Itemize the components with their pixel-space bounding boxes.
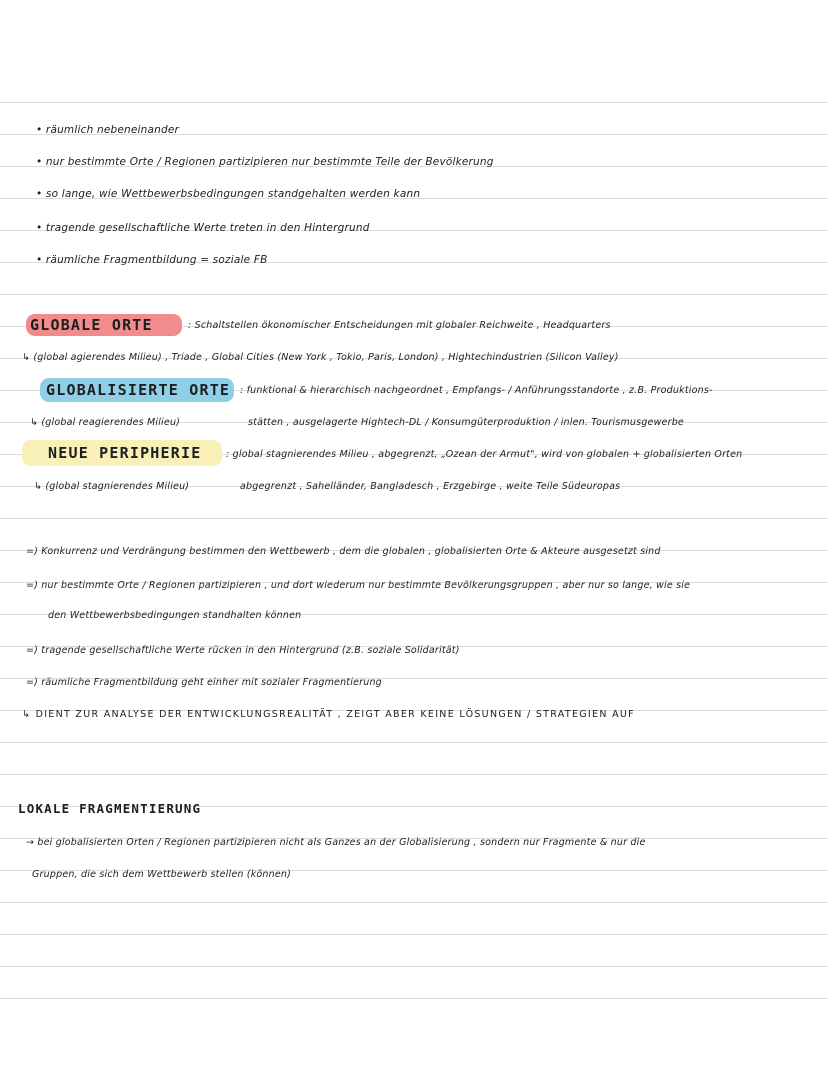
ruled-line [0,102,828,103]
definition-neue-peripherie: : global stagnierendes Milieu , abgegrenzt, „Ozean der Armut", wird von globalen + globalisierten Orten [226,449,743,460]
lokale-line: → bei globalisierten Orten / Regionen partizipieren nicht als Ganzes an der Globalisierung , sondern nur Fragmente & nur die [26,837,646,848]
conclusion-line: =) Konkurrenz und Verdrängung bestimmen den Wettbewerb , dem die globalen , globalisierten Orte & Akteure ausgesetzt sind [26,546,661,557]
heading-globale-orte: GLOBALE ORTE [30,316,153,334]
ruled-line [0,774,828,775]
milieu-globalisierte-orte: ↳ (global reagierendes Milieu) [30,417,181,428]
heading-lokale-fragmentierung: LOKALE FRAGMENTIERUNG [18,801,202,816]
ruled-line [0,998,828,999]
heading-globalisierte-orte: GLOBALISIERTE ORTE [46,381,231,399]
continuation-globalisierte-orte: stätten , ausgelagerte Hightech-DL / Konsumgüterproduktion / inlen. Tourismusgewerbe [248,417,684,428]
example-globale-orte: ↳ (global agierendes Milieu) , Triade , Global Cities (New York , Tokio, Paris, London) , Hightechindustrien (Silicon Valley) [22,352,619,363]
definition-globalisierte-orte: : funktional & hierarchisch nachgeordnet , Empfangs- / Anführungsstandorte , z.B. Produktions- [240,385,713,396]
conclusion-line: den Wettbewerbsbedingungen standhalten können [48,610,302,621]
bullet-item: • räumlich nebeneinander [36,124,180,136]
conclusion-line: =) räumliche Fragmentbildung geht einher mit sozialer Fragmentierung [26,677,382,688]
continuation-neue-peripherie: abgegrenzt , Sahelländer, Bangladesch , Erzgebirge , weite Teile Südeuropas [240,481,621,492]
ruled-line [0,518,828,519]
milieu-neue-peripherie: ↳ (global stagnierendes Milieu) [34,481,190,492]
bullet-item: • nur bestimmte Orte / Regionen partizipieren nur bestimmte Teile der Bevölkerung [36,156,494,168]
ruled-line [0,742,828,743]
conclusion-line: =) tragende gesellschaftliche Werte rücken in den Hintergrund (z.B. soziale Solidarität) [26,645,460,656]
bullet-item: • räumliche Fragmentbildung = soziale FB [36,254,268,266]
definition-globale-orte: : Schaltstellen ökonomischer Entscheidungen mit globaler Reichweite , Headquarters [188,320,611,331]
bullet-item: • so lange, wie Wettbewerbsbedingungen standgehalten werden kann [36,188,421,200]
bullet-item: • tragende gesellschaftliche Werte treten in den Hintergrund [36,222,370,234]
ruled-line [0,294,828,295]
heading-neue-peripherie: NEUE PERIPHERIE [48,444,202,462]
ruled-line [0,934,828,935]
conclusion-summary: ↳ DIENT ZUR ANALYSE DER ENTWICKLUNGSREALITÄT , ZEIGT ABER KEINE LÖSUNGEN / STRATEGIEN AUF [22,709,635,720]
conclusion-line: =) nur bestimmte Orte / Regionen partizipieren , und dort wiederum nur bestimmte Bevölkerungsgruppen , aber nur so lange, wie sie [26,580,691,591]
ruled-line [0,902,828,903]
lokale-line: Gruppen, die sich dem Wettbewerb stellen (können) [32,869,292,880]
ruled-line [0,966,828,967]
